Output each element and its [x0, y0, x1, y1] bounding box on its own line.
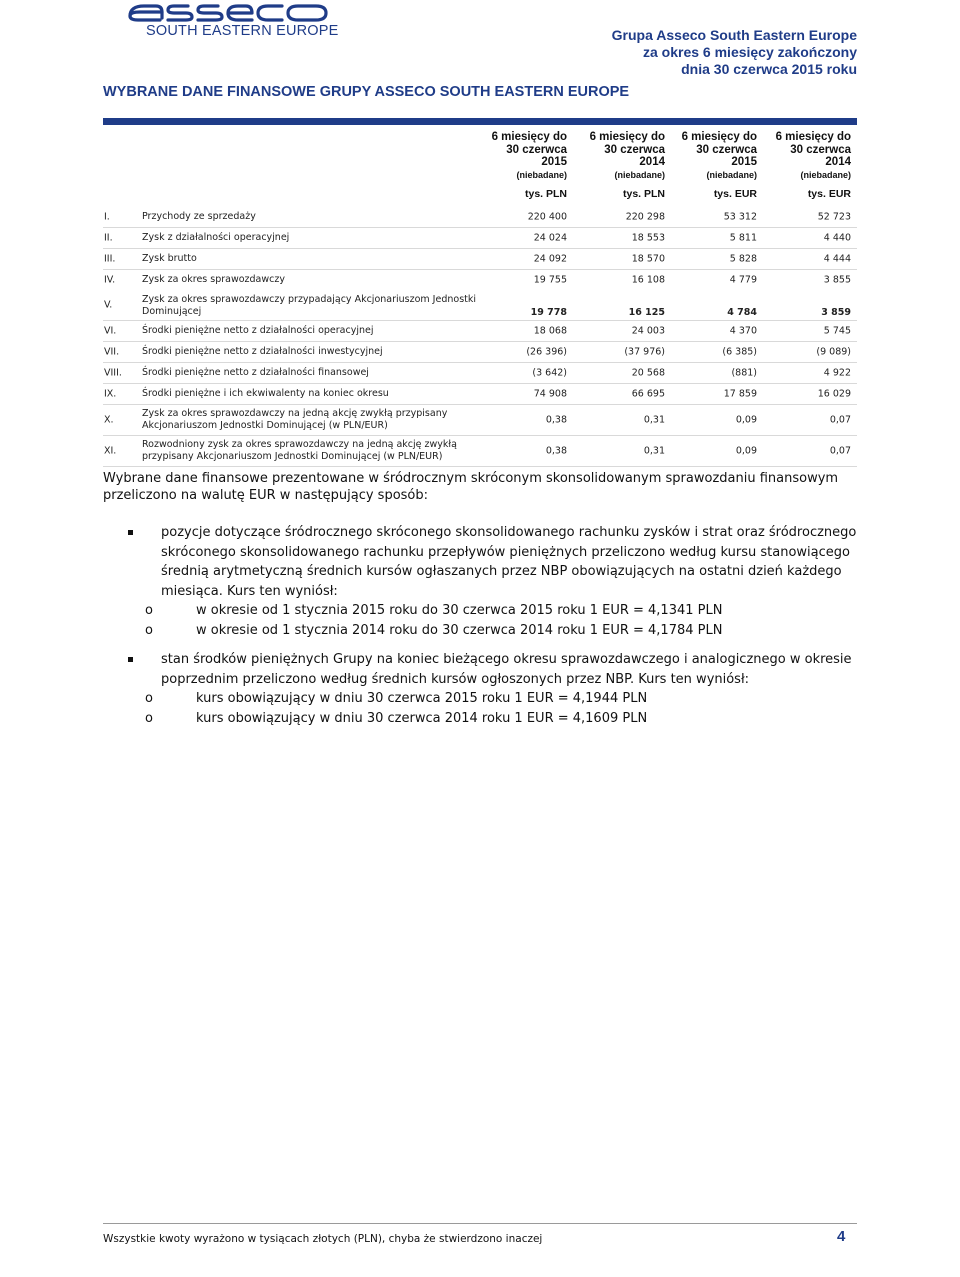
sub-list-text: w okresie od 1 stycznia 2015 roku do 30 czerwca 2015 roku 1 EUR = 4,1341 PLN: [196, 603, 723, 618]
row-number: I.: [104, 211, 110, 223]
cell-value: 16 029: [817, 388, 851, 400]
row-label: Zysk za okres sprawozdawczy na jedną akcję zwykłą przypisany Akcjonariuszom Jednostki Dominującej (w PLN/EUR): [142, 408, 448, 431]
cell-value: 0,31: [643, 445, 665, 457]
column-header-line: 30 czerwca: [506, 143, 567, 156]
table-top-bar: [103, 118, 857, 125]
cell-value: 0,38: [545, 445, 567, 457]
table-header: [103, 125, 857, 207]
row-number: V.: [104, 299, 113, 311]
bullet-text: pozycje dotyczące śródrocznego skróconego skonsolidowanego rachunku zysków i strat oraz śródrocznego skróconego skonsolidowanego rachunku przepływów pieniężnych przeliczono według kursu stanowiącego średnią arytmetyczną średnich kursów ogłaszanych przez NBP obowiązujących na ostatni dzień każdego miesiąca. Kurs ten wyniósł:: [161, 525, 857, 599]
column-unit: tys. PLN: [622, 188, 665, 200]
footer-note: Wszystkie kwoty wyrażono w tysiącach złotych (PLN), chyba że stwierdzono inaczej: [103, 1233, 543, 1245]
cell-value: (26 396): [526, 346, 567, 358]
cell-value: 0,07: [829, 445, 851, 457]
table-row: [103, 321, 857, 342]
row-number: X.: [104, 414, 114, 426]
row-label: Przychody ze sprzedaży: [142, 211, 256, 222]
financial-data-table: [103, 118, 857, 467]
cell-value: 0,07: [829, 414, 851, 426]
row-label: Zysk brutto: [142, 253, 197, 264]
cell-value: 18 068: [533, 325, 567, 337]
cell-value: 0,09: [735, 414, 757, 426]
row-number: VII.: [104, 346, 120, 358]
column-header-line: 30 czerwca: [696, 143, 757, 156]
sub-list-item: [145, 621, 863, 641]
table-row: [103, 270, 857, 290]
report-title: [612, 27, 857, 78]
square-bullet-icon: [128, 657, 133, 662]
circle-bullet-icon: o: [145, 603, 153, 618]
column-header-note: (niebadane): [516, 169, 567, 180]
column-header-line: 2014: [639, 156, 665, 168]
cell-value: 16 108: [631, 274, 665, 286]
table-row: [103, 228, 857, 249]
table-row: [103, 342, 857, 363]
column-header-note: (niebadane): [614, 169, 665, 180]
cell-value: 5 745: [823, 325, 851, 337]
page-number: 4: [837, 1228, 846, 1245]
column-header-line: 2015: [731, 156, 757, 168]
bullet-item: [128, 650, 863, 728]
row-number: IV.: [104, 274, 116, 286]
column-header-line: 2014: [825, 156, 851, 168]
cell-value: 3 855: [823, 274, 851, 286]
sub-list-item: [145, 689, 863, 709]
cell-value: 0,38: [545, 414, 567, 426]
cell-value: 5 828: [729, 253, 757, 265]
table-row: [103, 290, 857, 321]
column-header: [573, 131, 665, 181]
report-title-line: dnia 30 czerwca 2015 roku: [681, 61, 857, 77]
sub-list-text: w okresie od 1 stycznia 2014 roku do 30 czerwca 2014 roku 1 EUR = 4,1784 PLN: [196, 622, 723, 638]
column-header-line: 6 miesięcy do: [491, 131, 567, 143]
cell-value: (3 642): [532, 367, 567, 379]
row-label: Środki pieniężne netto z działalności inwestycyjnej: [142, 346, 383, 357]
row-label: Środki pieniężne netto z działalności finansowej: [142, 367, 369, 378]
cell-value: 16 125: [628, 307, 665, 318]
column-unit: tys. EUR: [807, 188, 851, 200]
sub-list-text: kurs obowiązujący w dniu 30 czerwca 2014 roku 1 EUR = 4,1609 PLN: [196, 710, 648, 726]
cell-value: 4 784: [727, 307, 757, 318]
report-title-line: Grupa Asseco South Eastern Europe: [611, 27, 857, 43]
circle-bullet-icon: o: [145, 710, 153, 726]
cell-value: 4 922: [823, 367, 851, 379]
circle-bullet-icon: o: [145, 622, 153, 638]
cell-value: 220 298: [625, 211, 665, 223]
table-body: [103, 207, 857, 467]
cell-value: 24 003: [631, 325, 665, 337]
table-row: [103, 384, 857, 405]
cell-value: 66 695: [631, 388, 665, 400]
logo-subtitle: SOUTH EASTERN EUROPE: [146, 23, 339, 39]
sub-list-item: [145, 601, 863, 621]
table-row: [103, 249, 857, 270]
row-label: Rozwodniony zysk za okres sprawozdawczy na jedną akcję zwykłą przypisany Akcjonariuszom Jednostki Dominującej (w PLN/EUR): [142, 439, 457, 462]
row-number: II.: [104, 232, 113, 244]
cell-value: 24 092: [533, 253, 567, 265]
cell-value: 3 859: [821, 307, 851, 318]
report-title-line: za okres 6 miesięcy zakończony: [643, 44, 857, 60]
column-header: [759, 131, 851, 181]
cell-value: 53 312: [723, 211, 757, 223]
cell-value: 4 370: [729, 325, 757, 337]
column-header-line: 6 miesięcy do: [681, 131, 757, 143]
cell-value: (6 385): [722, 346, 757, 358]
row-label: Środki pieniężne netto z działalności operacyjnej: [142, 325, 374, 336]
column-unit: tys. PLN: [524, 188, 567, 200]
row-number: IX.: [104, 388, 117, 400]
section-heading: WYBRANE DANE FINANSOWE GRUPY ASSECO SOUTH EASTERN EUROPE: [103, 84, 630, 100]
cell-value: 20 568: [631, 367, 665, 379]
table-row: [103, 207, 857, 228]
cell-value: 19 755: [533, 274, 567, 286]
circle-bullet-icon: o: [145, 691, 153, 706]
footer-divider: [103, 1223, 857, 1224]
cell-value: 18 570: [631, 253, 665, 265]
column-header-note: (niebadane): [800, 169, 851, 180]
row-label: Zysk z działalności operacyjnej: [142, 232, 290, 243]
row-number: VIII.: [104, 367, 122, 379]
square-bullet-icon: [128, 530, 133, 535]
conversion-paragraph: Wybrane dane finansowe prezentowane w śródrocznym skróconym skonsolidowanym sprawozdaniu finansowym przeliczono na walutę EUR w następujący sposób:: [103, 471, 839, 503]
cell-value: 5 811: [729, 232, 757, 244]
row-label: Środki pieniężne i ich ekwiwalenty na koniec okresu: [142, 388, 389, 399]
cell-value: 52 723: [817, 211, 851, 223]
bullet-text: stan środków pieniężnych Grupy na koniec bieżącego okresu sprawozdawczego i analogicznego w okresie poprzednim przeliczono według średnich kursów ogłoszonych przez NBP. Kurs ten wyniósł:: [161, 652, 852, 687]
table-row: [103, 363, 857, 384]
column-header-line: 2015: [541, 156, 567, 168]
column-header-line: 30 czerwca: [790, 143, 851, 156]
cell-value: 4 440: [823, 232, 851, 244]
cell-value: 4 444: [823, 253, 851, 265]
column-header-line: 6 miesięcy do: [589, 131, 665, 143]
table-row: [103, 436, 857, 467]
cell-value: 17 859: [723, 388, 757, 400]
column-header-note: (niebadane): [706, 169, 757, 180]
cell-value: 74 908: [533, 388, 567, 400]
cell-value: 19 778: [530, 307, 567, 318]
sub-list-text: kurs obowiązujący w dniu 30 czerwca 2015 roku 1 EUR = 4,1944 PLN: [196, 691, 648, 706]
cell-value: 24 024: [533, 232, 567, 244]
column-header: [665, 131, 757, 181]
cell-value: 0,31: [643, 414, 665, 426]
cell-value: 18 553: [631, 232, 665, 244]
row-number: XI.: [104, 445, 117, 457]
cell-value: 220 400: [527, 211, 567, 223]
row-number: VI.: [104, 325, 117, 337]
cell-value: (881): [731, 367, 757, 379]
row-label: Zysk za okres sprawozdawczy przypadający Akcjonariuszom Jednostki Dominującej: [142, 294, 477, 317]
row-label: Zysk za okres sprawozdawczy: [142, 274, 285, 285]
cell-value: (37 976): [624, 346, 665, 358]
row-number: III.: [104, 253, 116, 265]
cell-value: 4 779: [729, 274, 757, 286]
column-header-line: 6 miesięcy do: [775, 131, 851, 143]
column-unit: tys. EUR: [713, 188, 757, 200]
cell-value: (9 089): [816, 346, 851, 358]
bullet-item: [128, 523, 863, 640]
column-header-line: 30 czerwca: [604, 143, 665, 156]
sub-list-item: [145, 709, 863, 729]
cell-value: 0,09: [735, 445, 757, 457]
column-header: [475, 131, 567, 181]
table-row: [103, 405, 857, 436]
